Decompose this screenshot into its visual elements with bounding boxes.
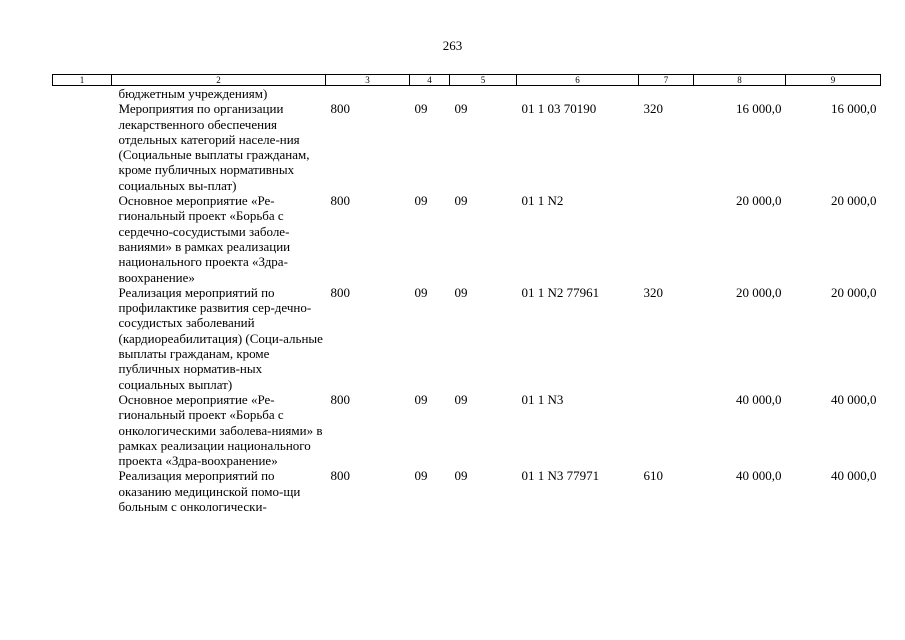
cell-name: Мероприятия по организации лекарственного обеспечения отдельных категорий населе-ния (Социальные выплаты гражданам, кроме публичных нормативных социальных вы-плат) [118,101,310,193]
cell-expense-type [639,86,694,102]
cell-amount-1: 20 000,0 [736,193,782,209]
cell-subsection: 09 [454,101,468,117]
cell-amount-2: 40 000,0 [831,468,877,484]
cell-subsection: 09 [454,193,468,209]
cell-ministry: 800 [330,284,350,300]
column-header: 2 [112,75,326,86]
cell-section: 09 [414,193,428,209]
cell-amount-2: 20 000,0 [831,284,877,300]
cell-ministry: 800 [330,391,350,407]
budget-table [52,74,881,514]
cell-blank [53,193,112,285]
cell-target-article: 01 1 N2 77961 [521,284,600,300]
cell-name: Основное мероприятие «Ре-гиональный проект «Борьба с сердечно-сосудистыми заболе-ваниями» в рамках реализации национального проекта «Здра-воохранение» [118,193,291,285]
cell-expense-type: 320 [643,101,663,117]
cell-ministry: 800 [330,101,350,117]
page-number: 263 [442,38,463,53]
cell-target-article: 01 1 N3 [521,391,564,407]
cell-section: 09 [414,468,428,484]
column-header: 6 [517,75,639,86]
cell-target-article [517,86,639,102]
cell-amount-1: 40 000,0 [736,468,782,484]
cell-subsection: 09 [454,391,468,407]
cell-amount-2: 20 000,0 [831,193,877,209]
cell-target-article: 01 1 03 70190 [521,101,597,117]
column-header: 9 [786,75,881,86]
cell-name: Реализация мероприятий по оказанию медицинской помо-щи больным с онкологически- [118,468,301,515]
cell-ministry: 800 [330,468,350,484]
cell-section: 09 [414,391,428,407]
column-header: 3 [326,75,410,86]
cell-name: Реализация мероприятий по профилактике развития сер-дечно-сосудистых заболеваний (кардиореабилитация) (Соци-альные выплаты гражданам, кроме публичных норматив-ных социальных выплат) [118,284,323,392]
cell-amount-2: 40 000,0 [831,391,877,407]
cell-blank [53,86,112,102]
cell-blank [53,468,112,514]
cell-amount-1 [694,86,786,102]
column-header: 4 [410,75,450,86]
column-number-header [53,75,881,86]
cell-blank [53,101,112,193]
cell-blank [53,392,112,468]
column-header: 8 [694,75,786,86]
cell-ministry: 800 [330,193,350,209]
cell-expense-type [639,392,694,468]
cell-name: бюджетным учреждениям) [118,86,268,101]
table-row [53,468,881,514]
cell-amount-1: 40 000,0 [736,391,782,407]
table-row [53,193,881,285]
column-header: 1 [53,75,112,86]
cell-name: Основное мероприятие «Ре-гиональный проект «Борьба с онкологическими заболева-ниями» в рамках реализации национального проекта «Здра-воохранение» [118,391,323,469]
table-row [53,392,881,468]
cell-section: 09 [414,101,428,117]
cell-target-article: 01 1 N2 [521,193,564,209]
cell-subsection: 09 [454,468,468,484]
cell-expense-type [639,193,694,285]
cell-amount-2: 16 000,0 [831,101,877,117]
cell-amount-1: 20 000,0 [736,284,782,300]
column-header: 7 [639,75,694,86]
cell-amount-2 [786,86,881,102]
column-header: 5 [450,75,517,86]
table-row [53,285,881,392]
table-row [53,101,881,193]
table-row [53,86,881,102]
cell-amount-1: 16 000,0 [736,101,782,117]
cell-subsection: 09 [454,284,468,300]
cell-blank [53,285,112,392]
cell-target-article: 01 1 N3 77971 [521,468,600,484]
cell-ministry [326,86,410,102]
cell-expense-type: 610 [643,468,663,484]
cell-section [410,86,450,102]
cell-section: 09 [414,284,428,300]
cell-subsection [450,86,517,102]
cell-expense-type: 320 [643,284,663,300]
